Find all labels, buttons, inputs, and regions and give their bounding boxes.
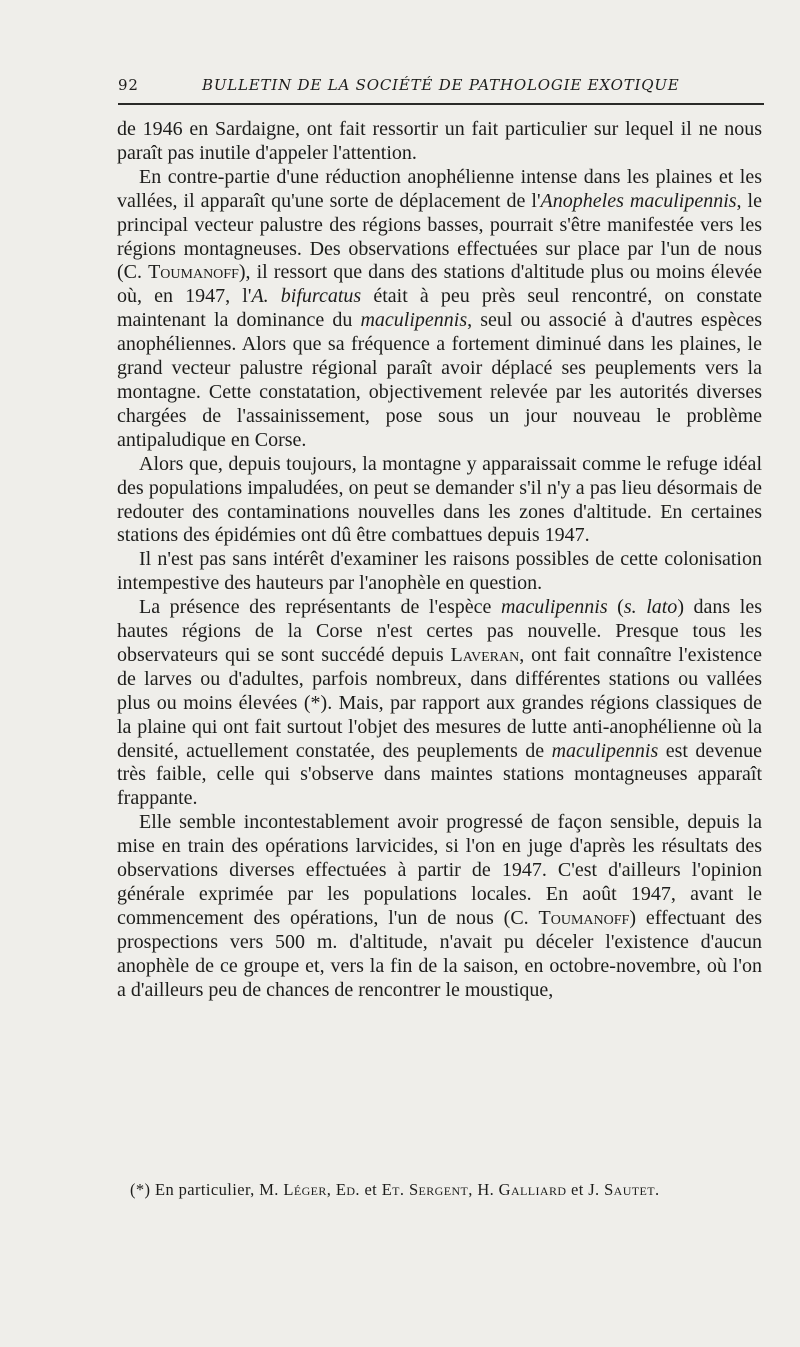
italic-term: maculipennis: [551, 739, 659, 762]
italic-term: A. bifurcatus: [251, 285, 362, 308]
footnote-separator: ,: [468, 1180, 478, 1199]
text-run: , ont fait connaître l'existence de larves ou d'adultes, parfois nombreux, dans différentes stations ou vallées plus ou moins élevées (*). Mais, par rapport aux grandes régions classiques de la plaine qui ont fait surtout l'objet des mesures de lutte anti-anophélienne où la densité, actuellement constatée, des peuplements de: [117, 643, 762, 762]
header-rule: [118, 103, 764, 105]
paragraph: [117, 811, 762, 1002]
italic-term: maculipennis: [360, 309, 468, 332]
paragraph: [117, 548, 762, 596]
page-number: 92: [118, 76, 139, 94]
paragraph: [117, 453, 762, 549]
text-run: La présence des représentants de l'espèce: [139, 596, 501, 619]
text-run: Alors que, depuis toujours, la montagne y apparaissait comme le refuge idéal des populations impaludées, on peut se demander s'il n'y a pas lieu désormais de redouter des contaminations nouvelles dans les zones d'altitude. En certaines stations des épidémies ont dû être combattues depuis 1947.: [117, 452, 762, 547]
text-run: était à peu près seul rencontré, on constate maintenant la dominance du: [117, 285, 763, 332]
paragraph: [117, 596, 762, 811]
italic-term: maculipennis: [500, 596, 608, 619]
paragraph: [117, 118, 762, 166]
text-run: (: [607, 596, 624, 619]
footnote-author: Ed.: [335, 1180, 360, 1199]
text-run: est devenue très faible, celle qui s'observe dans maintes stations montagneuses apparaît frappante.: [117, 739, 762, 810]
text-run: , le principal vecteur palustre des régions basses, pourrait s'être manifestée vers les régions montagneuses. Des observations effectuées sur place par l'un de nous (C.: [117, 189, 762, 284]
paragraph: [117, 166, 762, 453]
footnote-separator: et: [566, 1180, 589, 1199]
footnote-author: Léger: [283, 1180, 327, 1199]
text-run: de 1946 en Sardaigne, ont fait ressortir un fait particulier sur lequel il ne nous paraît pas inutile d'appeler l'attention.: [117, 118, 762, 164]
footnote-end: .: [655, 1180, 660, 1199]
italic-term: s. lato: [623, 596, 678, 619]
author-name: Laveran: [450, 643, 520, 666]
text-run: ) dans les hautes régions de la Corse n'est certes pas nouvelle. Presque tous les observateurs qui se sont succédé depuis: [117, 596, 762, 666]
italic-term: Anopheles maculipennis: [540, 189, 737, 212]
footnote: [130, 1180, 770, 1200]
footnote-author: H. Galliard: [477, 1180, 567, 1199]
body-text: [117, 118, 762, 1003]
footnote-marker: (*): [130, 1180, 151, 1199]
footnote-author: Et. Sergent: [381, 1180, 469, 1199]
footnote-text: En particulier, M.: [154, 1180, 284, 1199]
footnote-author: J. Sautet: [588, 1180, 655, 1199]
text-run: En contre-partie d'une réduction anophélienne intense dans les plaines et les vallées, il apparaît qu'une sorte de déplacement de l': [117, 165, 762, 212]
footnote-separator: ,: [326, 1180, 336, 1199]
author-name: Toumanoff: [538, 906, 630, 929]
text-run: Il n'est pas sans intérêt d'examiner les raisons possibles de cette colonisation intempestive des hauteurs par l'anophèle en question.: [117, 548, 762, 595]
journal-title: BULLETIN DE LA SOCIÉTÉ DE PATHOLOGIE EXOTIQUE: [202, 76, 680, 94]
text-run: Elle semble incontestablement avoir progressé de façon sensible, depuis la mise en train des opérations larvicides, si l'on en juge d'après les résultats des observations diverses effectuées à partir de 1947. C'est d'ailleurs l'opinion générale exprimée par les populations locales. En août 1947, avant le commencement des opérations, l'un de nous (C.: [117, 811, 762, 929]
text-run: ) effectuant des prospections vers 500 m. d'altitude, n'avait pu déceler l'existence d'aucun anophèle de ce groupe et, vers la fin de la saison, en octobre-novembre, où l'on a d'ailleurs peu de chances de rencontrer le moustique,: [117, 906, 762, 1001]
footnote-separator: et: [359, 1180, 382, 1199]
text-run: ), il ressort que dans des stations d'altitude plus ou moins élevée où, en 1947, l': [117, 261, 762, 308]
text-run: , seul ou associé à d'autres espèces anophéliennes. Alors que sa fréquence a fortement diminué dans les plaines, le grand vecteur palustre régional paraît avoir déplacé ses peuplements vers la montagne. Cette constatation, objectivement relevée par les autorités diverses chargées de l'assainissement, pose sous un jour nouveau le problème antipaludique en Corse.: [117, 309, 762, 451]
author-name: Toumanoff: [148, 261, 239, 284]
